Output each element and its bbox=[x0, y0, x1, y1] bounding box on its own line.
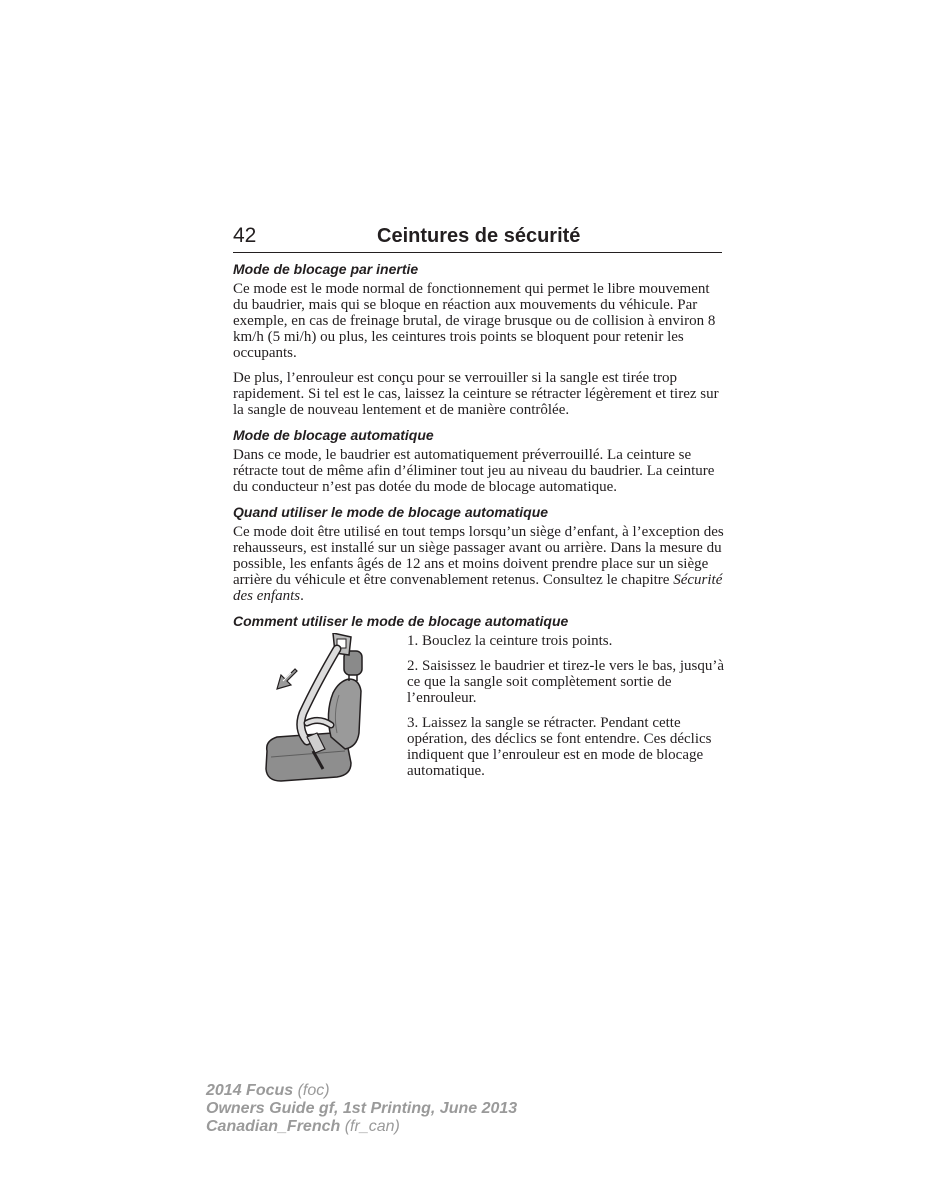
paragraph-text: Ce mode doit être utilisé en tout temps lorsqu’un siège d’enfant, à l’exception des rehausseurs, est installé sur un siège passager avant ou arrière. Dans la mesure du possible, les enfants âgés de 12 ans et moins doivent prendre place sur un siège arrière du véhicule et être convenablement retenus. Consultez le chapitre bbox=[233, 524, 724, 588]
paragraph: Dans ce mode, le baudrier est automatiquement préverrouillé. La ceinture se rétracte tout de même afin d’éliminer tout jeu au niveau du baudrier. La ceinture du conducteur n’est pas dotée du mode de blocage automatique. bbox=[233, 447, 715, 495]
footer-language: Canadian_French bbox=[206, 1118, 341, 1135]
section-heading: Mode de blocage par inertie bbox=[233, 261, 419, 277]
section-inertia-mode bbox=[233, 261, 725, 418]
footer-line bbox=[206, 1082, 517, 1100]
seat-belt-seat-illustration-icon bbox=[233, 633, 407, 793]
paragraph bbox=[233, 524, 725, 604]
paragraph: De plus, l’enrouleur est conçu pour se verrouiller si la sangle est tirée trop rapidement. Si tel est le cas, laissez la ceinture se rétracter légèrement et tirez sur la sangle de nouveau lentement et de manière contrôlée. bbox=[233, 370, 719, 418]
footer-line bbox=[206, 1118, 517, 1136]
section-heading: Mode de blocage automatique bbox=[233, 427, 434, 443]
footer-model-code: (foc) bbox=[293, 1082, 330, 1099]
section-heading: Comment utiliser le mode de blocage automatique bbox=[233, 613, 569, 629]
list-item: 3. Laissez la sangle se rétracter. Pendant cette opération, des déclics se font entendre. Ces déclics indiquent que l’enrouleur est en mode de blocage automatique. bbox=[407, 715, 712, 779]
chapter-reference: Sécurité des enfants bbox=[233, 572, 723, 604]
section-when-to-use bbox=[233, 504, 725, 604]
page-content bbox=[233, 261, 725, 793]
section-how-to-use bbox=[233, 613, 725, 793]
page-header bbox=[233, 222, 722, 253]
page-title: Ceintures de sécurité bbox=[377, 225, 581, 247]
section-automatic-mode bbox=[233, 427, 725, 495]
section-heading: Quand utiliser le mode de blocage automatique bbox=[233, 504, 549, 520]
footer-printing: Owners Guide gf, 1st Printing, June 2013 bbox=[206, 1100, 518, 1117]
footer-model: 2014 Focus bbox=[206, 1082, 294, 1099]
footer-language-code: (fr_can) bbox=[340, 1118, 400, 1135]
page-footer bbox=[206, 1082, 517, 1136]
paragraph: Ce mode est le mode normal de fonctionnement qui permet le libre mouvement du baudrier, mais qui se bloque en réaction aux mouvements du véhicule. Par exemple, en cas de freinage brutal, de virage brusque ou de collision à environ 8 km/h (5 mi/h) ou plus, les ceintures trois points se bloquent pour retenir les occupants. bbox=[233, 281, 716, 361]
paragraph-end: . bbox=[300, 588, 304, 604]
page-number: 42 bbox=[233, 224, 257, 247]
steps-block bbox=[233, 633, 725, 793]
list-item: 2. Saisissez le baudrier et tirez-le vers le bas, jusqu’à ce que la sangle soit complètement sortie de l’enrouleur. bbox=[407, 658, 724, 706]
steps-list bbox=[407, 633, 725, 793]
list-item: 1. Bouclez la ceinture trois points. bbox=[407, 633, 613, 649]
footer-line bbox=[206, 1100, 517, 1118]
